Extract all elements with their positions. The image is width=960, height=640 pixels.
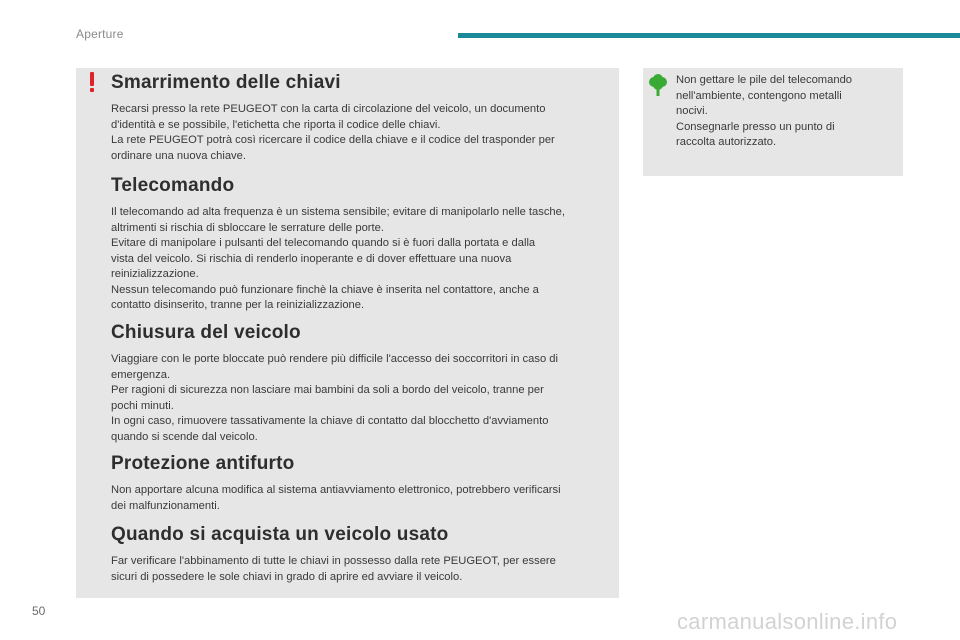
section-body: Viaggiare con le porte bloccate può rendere più difficile l'accesso dei soccorritori in caso di emergenza. Per ragioni di sicurezza non lasciare mai bambini da soli a bordo del veicolo, tranne per pochi minuti. In ogni caso, rimuovere tassativamente la chiave di contatto dal blocchetto d'avviamento quando si scende dal veicolo.	[111, 353, 558, 443]
tree-icon	[648, 74, 668, 96]
watermark: carmanualsonline.info	[677, 609, 898, 634]
environment-note-text: Non gettare le pile del telecomando nell'ambiente, contengono metalli nocivi. Consegnarle presso un punto di raccolta autorizzato.	[676, 74, 853, 148]
section-heading: Quando si acquista un veicolo usato	[111, 524, 449, 545]
section-lost-keys	[111, 72, 611, 164]
section-heading: Smarrimento delle chiavi	[111, 72, 341, 93]
section-body: Non apportare alcuna modifica al sistema antiavviamento elettronico, potrebbero verificarsi dei malfunzionamenti.	[111, 484, 561, 512]
section-anti-theft	[111, 453, 611, 514]
section-body: Il telecomando ad alta frequenza è un sistema sensibile; evitare di manipolarlo nelle tasche, altrimenti si rischia di sbloccare le serrature delle porte. Evitare di manipolare i pulsanti del telecomando quando si è fuori dalla portata e dalla vista del veicolo. Si rischia di renderlo inoperante e di dover effettuare una nuova reinizializzazione. Nessun telecomando può funzionare finchè la chiave è inserita nel contattore, anche a contatto disinserito, tranne per la reinizializzazione.	[111, 206, 565, 311]
page-number: 50	[32, 604, 46, 618]
section-remote-control	[111, 175, 611, 314]
header-accent-bar	[458, 33, 960, 38]
section-used-vehicle	[111, 524, 611, 585]
section-heading: Protezione antifurto	[111, 453, 295, 474]
section-heading: Telecomando	[111, 175, 235, 196]
exclamation-icon	[88, 70, 96, 92]
section-header-title: Aperture	[76, 27, 124, 41]
section-body: Recarsi presso la rete PEUGEOT con la carta di circolazione del veicolo, un documento d'identità e se possibile, l'etichetta che riporta il codice delle chiavi. La rete PEUGEOT potrà così ricercare il codice della chiave e il codice del trasponder per ordinare una nuova chiave.	[111, 103, 555, 162]
section-heading: Chiusura del veicolo	[111, 322, 301, 343]
section-body: Far verificare l'abbinamento di tutte le chiavi in possesso dalla rete PEUGEOT, per essere sicuri di possedere le sole chiavi in grado di aprire ed avviare il veicolo.	[111, 555, 556, 583]
section-vehicle-locking	[111, 322, 611, 445]
